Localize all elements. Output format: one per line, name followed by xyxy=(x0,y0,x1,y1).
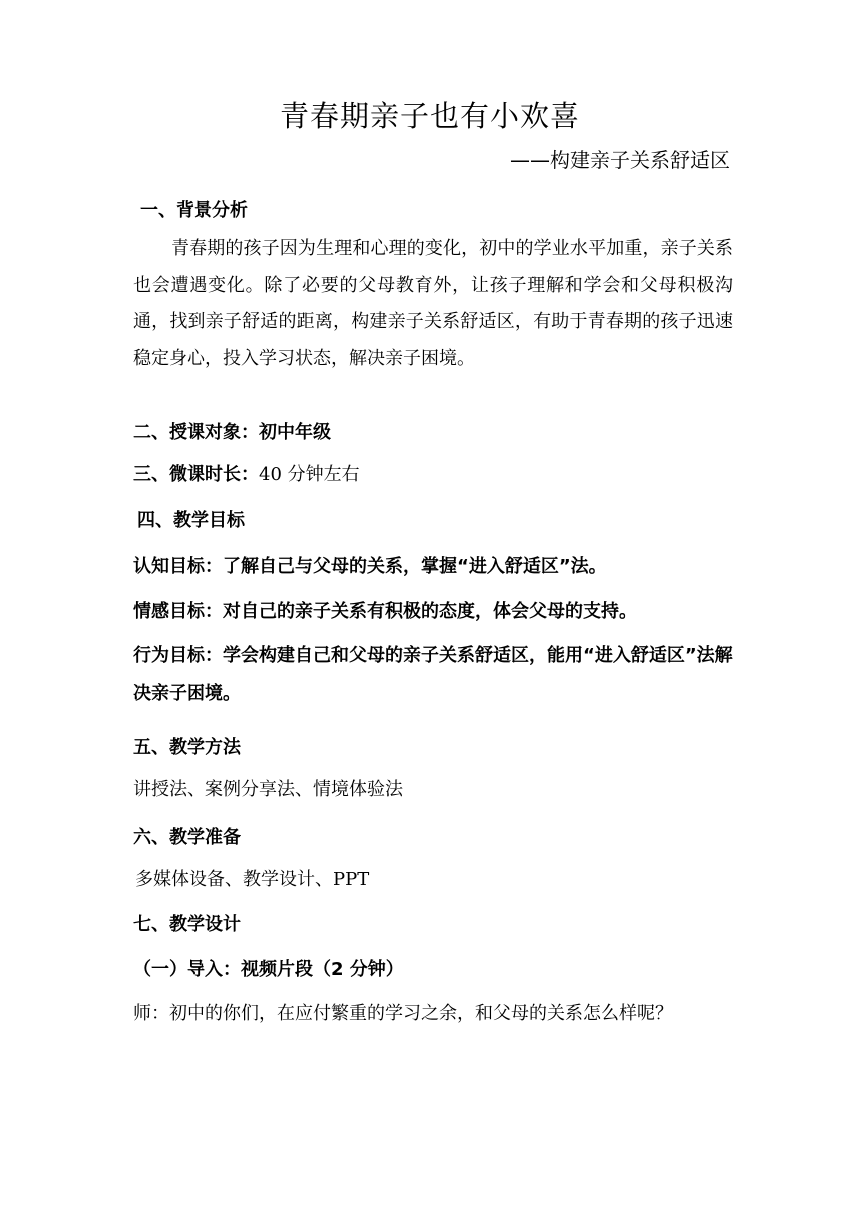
section-heading-preparation: 六、教学准备 xyxy=(133,827,241,848)
goal-cognitive: 认知目标：了解自己与父母的关系，掌握“进入舒适区”法。 xyxy=(133,556,607,577)
section-heading-audience: 二、授课对象：初中年级 xyxy=(133,422,331,443)
section-body-methods: 讲授法、案例分享法、情境体验法 xyxy=(133,779,403,800)
section-heading-design: 七、教学设计 xyxy=(133,914,241,935)
goal-emotional: 情感目标：对自己的亲子关系有积极的态度，体会父母的支持。 xyxy=(133,601,637,622)
section-body-preparation: 多媒体设备、教学设计、PPT xyxy=(135,869,370,890)
teacher-line: 师：初中的你们，在应付繁重的学习之余，和父母的关系怎么样呢？ xyxy=(133,1003,673,1024)
document-title: 青春期亲子也有小欢喜 xyxy=(279,99,580,133)
subsection-heading-intro: （一）导入：视频片段（2 分钟） xyxy=(133,959,404,980)
section-body-background: 青春期的孩子因为生理和心理的变化，初中的学业水平加重，亲子关系也会遭遇变化。除了必要的父母教育外，让孩子理解和学会和父母积极沟通，找到亲子舒适的距离，构建亲子关系舒适区，有助于青春期的孩子迅速稳定身心，投入学习状态，解决亲子困境。 xyxy=(133,238,733,369)
section-heading-duration xyxy=(133,462,360,488)
duration-label: 三、微课时长： xyxy=(133,464,259,485)
document-subtitle: ——构建亲子关系舒适区 xyxy=(510,148,730,172)
section-heading-background: 一、背景分析 xyxy=(140,200,248,221)
duration-value: 40 分钟左右 xyxy=(259,464,360,485)
section-heading-goals: 四、教学目标 xyxy=(137,510,245,531)
goal-behavioral: 行为目标：学会构建自己和父母的亲子关系舒适区，能用“进入舒适区”法解决亲子困境。 xyxy=(133,645,733,704)
section-heading-methods: 五、教学方法 xyxy=(133,737,241,758)
